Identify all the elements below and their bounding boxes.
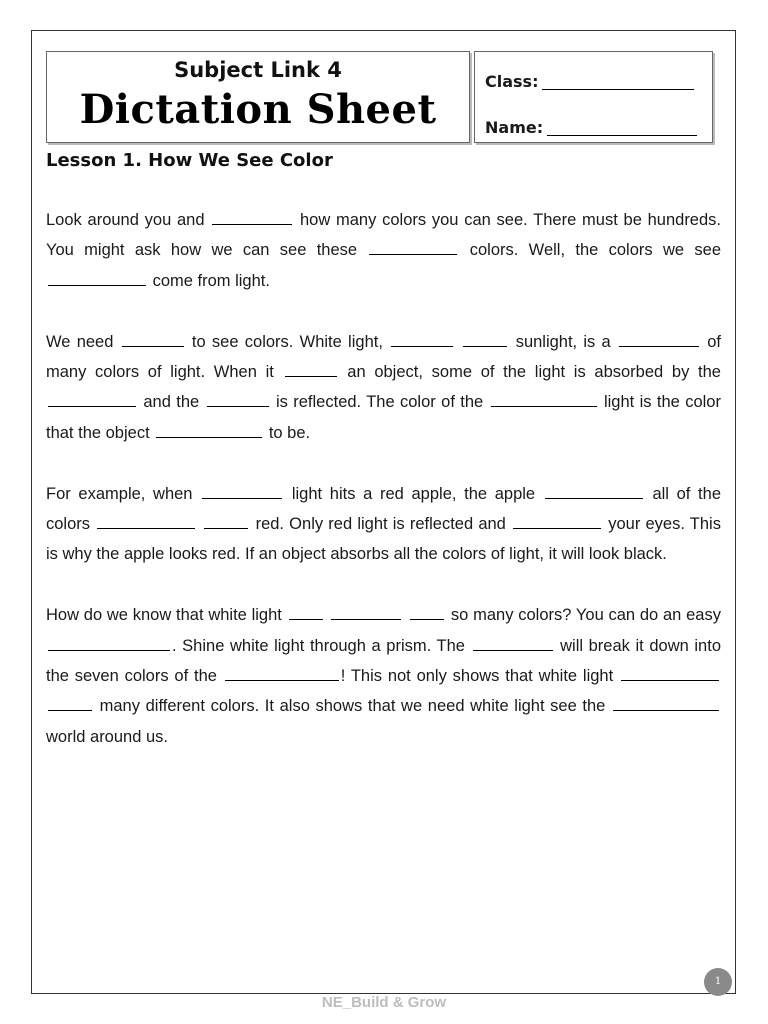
paragraph-text: will break it down into the seven colors of the [46,636,721,686]
paragraph-text: colors. Well, the colors we see [459,241,721,260]
fill-in-blank[interactable] [613,709,719,711]
paragraph-text: come from light. [148,271,270,290]
paragraph-text: an object, some of the light is absorbed by the [338,363,721,382]
paragraph [46,327,721,449]
paragraph-text: and the [138,393,205,412]
subtitle: Subject Link 4 [174,58,342,82]
fill-in-blank[interactable] [48,405,136,407]
fill-in-blank[interactable] [225,679,339,681]
fill-in-blank[interactable] [410,618,444,620]
fill-in-blank[interactable] [473,649,553,651]
paragraph-text [325,606,330,624]
title-box [46,51,470,143]
paragraph-text [455,333,461,351]
paragraph-text: red. Only red light is reflected and [250,515,512,534]
paragraph-text: world around us. [46,727,168,746]
fill-in-blank[interactable] [289,618,323,620]
paragraph-text: to be. [264,423,311,442]
paragraph-text: all of the colors [46,484,721,534]
page-title: Dictation Sheet [79,86,437,133]
fill-in-blank[interactable] [156,436,262,438]
fill-in-blank[interactable] [207,405,269,407]
fill-in-blank[interactable] [463,345,507,347]
name-field[interactable] [485,118,697,137]
paragraph-text: so many colors? You can do an easy [446,606,721,625]
footer-watermark: NE_Build & Grow [321,994,447,1011]
paragraph-text: We need [46,332,120,351]
fill-in-blank[interactable] [391,345,453,347]
paragraph-text: ! This not only shows that white light [340,667,619,686]
paragraph-text: many different colors. It also shows that we need white light see the [94,697,611,716]
student-info-box [474,51,713,143]
fill-in-blank[interactable] [48,284,146,286]
paragraph-text [197,515,202,533]
fill-in-blank[interactable] [212,223,292,225]
class-blank-line[interactable] [542,89,694,90]
paragraph-text: sunlight, is a [509,332,617,351]
paragraph [46,479,721,570]
paragraph [46,600,721,752]
fill-in-blank[interactable] [491,405,597,407]
fill-in-blank[interactable] [97,527,195,529]
name-blank-line[interactable] [547,135,697,136]
paragraph-text: For example, when [46,484,201,503]
fill-in-blank[interactable] [202,497,282,499]
fill-in-blank[interactable] [331,618,401,620]
fill-in-blank[interactable] [621,679,719,681]
fill-in-blank[interactable] [619,345,699,347]
class-field[interactable] [485,72,694,91]
lesson-title: Lesson 1. How We See Color [46,150,333,171]
paragraph-text: of many colors of light. When it [46,332,722,382]
paragraph-text: is reflected. The color of the [270,393,489,412]
paragraph-text: how many colors you can see. There must be hundreds. You might ask how we can see these [46,211,721,260]
fill-in-blank[interactable] [545,497,643,499]
class-label: Class: [485,72,539,91]
fill-in-blank[interactable] [285,375,337,377]
fill-in-blank[interactable] [48,709,92,711]
paragraph-text: Look around you and [46,211,211,229]
paragraph-text: to see colors. White light, [185,332,390,351]
fill-in-blank[interactable] [122,345,184,347]
paragraph-text: How do we know that white light [46,606,287,625]
fill-in-blank[interactable] [48,649,170,651]
dictation-text [46,205,721,783]
fill-in-blank[interactable] [369,253,457,255]
name-label: Name: [485,118,544,137]
fill-in-blank[interactable] [204,527,248,529]
paragraph-text: light hits a red apple, the apple [284,484,543,503]
paragraph-text: your eyes. This is why the apple looks red. If an object absorbs all the colors of light, it will look black. [46,515,721,564]
fill-in-blank[interactable] [513,527,601,529]
page-number-badge: 1 [704,968,732,996]
paragraph-text: . Shine white light through a prism. The [172,636,471,655]
paragraph-text [403,606,408,624]
paragraph [46,205,721,296]
paragraph-text: light is the color that the object [46,393,721,442]
